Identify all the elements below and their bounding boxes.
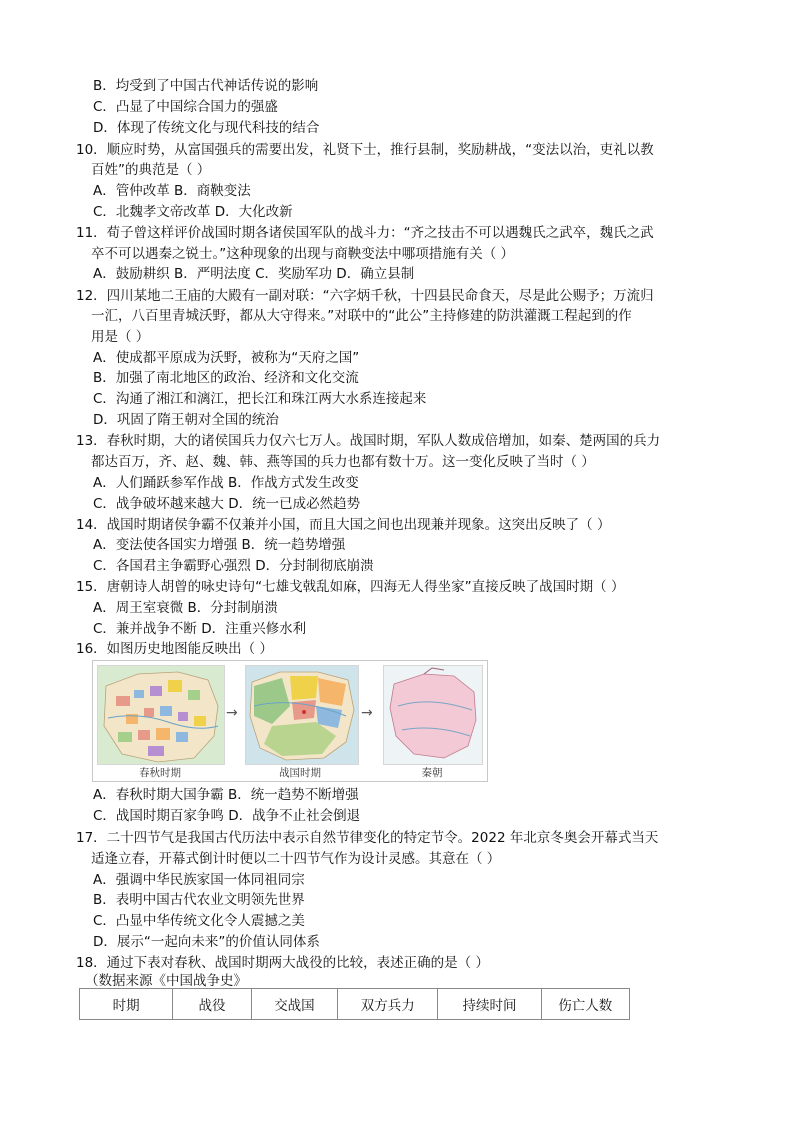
table-header-cell: 交战国 — [251, 989, 337, 1020]
q15-options-ab: A．周王室衰微 B．分封制崩溃 — [93, 600, 278, 616]
table-header-row — [80, 989, 630, 1020]
q10-stem-cont: 百姓”的典范是（ ） — [91, 162, 211, 178]
battle-comparison-table — [79, 988, 630, 1020]
table-header-cell: 时期 — [80, 989, 173, 1020]
qin-map — [383, 665, 483, 765]
q14-options-cd: C．各国君主争霸野心强烈 D．分封制彻底崩溃 — [93, 558, 374, 574]
q16-options-ab: A．春秋时期大国争霸 B．统一趋势不断增强 — [93, 787, 359, 803]
spring-autumn-map — [97, 665, 225, 765]
warring-states-map-image — [246, 666, 358, 764]
q9-option-c: C．凸显了中国综合国力的强盛 — [93, 99, 278, 115]
q9-option-b: B．均受到了中国古代神话传说的影响 — [93, 78, 319, 94]
q14-options-ab: A．变法使各国实力增强 B．统一趋势增强 — [93, 537, 346, 553]
q17-stem-cont: 适逢立春，开幕式倒计时便以二十四节气作为设计灵感。其意在（ ） — [91, 851, 501, 867]
q16-stem: 16．如图历史地图能反映出（ ） — [76, 641, 273, 657]
q17-option-d: D．展示“一起向未来”的价值认同体系 — [93, 934, 320, 950]
q10-options-cd: C．北魏孝文帝改革 D．大化改新 — [93, 204, 293, 220]
map-label-warring-states: 战国时期 — [279, 767, 321, 779]
history-maps-figure — [92, 660, 488, 782]
q13-options-ab: A．人们踊跃参军作战 B．作战方式发生改变 — [93, 475, 359, 491]
arrow-icon: → — [361, 705, 373, 721]
q15-options-cd: C．兼并战争不断 D．注重兴修水利 — [93, 621, 307, 637]
q17-option-c: C．凸显中华传统文化令人震撼之美 — [93, 913, 305, 929]
q12-stem-cont: 一汇，八百里青城沃野，都从大守得来。”对联中的“此公”主持修建的防洪灌溉工程起到的作 — [91, 308, 632, 324]
map-label-spring-autumn: 春秋时期 — [139, 767, 181, 779]
warring-states-map — [245, 665, 359, 765]
arrow-icon: → — [226, 705, 238, 721]
q13-stem-cont: 都达百万，齐、赵、魏、韩、燕等国的兵力也都有数十万。这一变化反映了当时（ ） — [91, 454, 595, 470]
q11-stem-cont: 卒不可以遇秦之锐士。”这种现象的出现与商鞅变法中哪项措施有关（ ） — [91, 246, 515, 262]
q12-option-a: A．使成都平原成为沃野，被称为“天府之国” — [93, 350, 360, 366]
q10-options-ab: A．管仲改革 B．商鞅变法 — [93, 183, 251, 199]
q16-options-cd: C．战国时期百家争鸣 D．战争不止社会倒退 — [93, 808, 361, 824]
q10-stem: 10．顺应时势，从富国强兵的需要出发，礼贤下士，推行县制，奖励耕战，“变法以治，吏礼以教 — [76, 142, 654, 158]
spring-autumn-map-image — [98, 666, 224, 764]
q13-options-cd: C．战争破坏越来越大 D．统一已成必然趋势 — [93, 496, 361, 512]
q17-option-a: A．强调中华民族家国一体同祖同宗 — [93, 872, 305, 888]
qin-map-image — [384, 666, 482, 764]
q11-stem: 11．荀子曾这样评价战国时期各诸侯国军队的战斗力：“齐之技击不可以遇魏氏之武卒，魏氏之武 — [76, 225, 654, 241]
q14-stem: 14．战国时期诸侯争霸不仅兼并小国，而且大国之间也出现兼并现象。这突出反映了（ ） — [76, 517, 611, 533]
q18-source-note: （数据来源《中国战争史》 — [85, 973, 247, 989]
q17-option-b: B．表明中国古代农业文明领先世界 — [93, 892, 305, 908]
q15-stem: 15．唐朝诗人胡曾的咏史诗句“七雄戈戟乱如麻，四海无人得坐家”直接反映了战国时期（ ） — [76, 579, 625, 595]
q9-option-d: D．体现了传统文化与现代科技的结合 — [93, 120, 320, 136]
q12-option-d: D．巩固了隋王朝对全国的统治 — [93, 412, 279, 428]
q18-stem: 18．通过下表对春秋、战国时期两大战役的比较，表述正确的是（ ） — [76, 955, 489, 971]
table-header-cell: 持续时间 — [438, 989, 541, 1020]
q11-options: A．鼓励耕织 B．严明法度 C．奖励军功 D．确立县制 — [93, 266, 415, 282]
q12-stem-cont2: 用是（ ） — [91, 329, 150, 345]
map-label-qin: 秦朝 — [421, 767, 443, 779]
q12-stem: 12．四川某地二王庙的大殿有一副对联：“六字炳千秋，十四县民命食天，尽是此公赐予；万流归 — [76, 288, 654, 304]
q12-option-c: C．沟通了湘江和漓江，把长江和珠江两大水系连接起来 — [93, 391, 427, 407]
table-header-cell: 战役 — [173, 989, 251, 1020]
table-header-cell: 双方兵力 — [338, 989, 438, 1020]
q13-stem: 13．春秋时期，大的诸侯国兵力仅六七万人。战国时期，军队人数成倍增加，如秦、楚两国的兵力 — [76, 433, 661, 449]
q17-stem: 17．二十四节气是我国古代历法中表示自然节律变化的特定节令。2022 年北京冬奥会开幕式当天 — [76, 830, 659, 846]
table-header-cell: 伤亡人数 — [541, 989, 629, 1020]
q12-option-b: B．加强了南北地区的政治、经济和文化交流 — [93, 370, 359, 386]
